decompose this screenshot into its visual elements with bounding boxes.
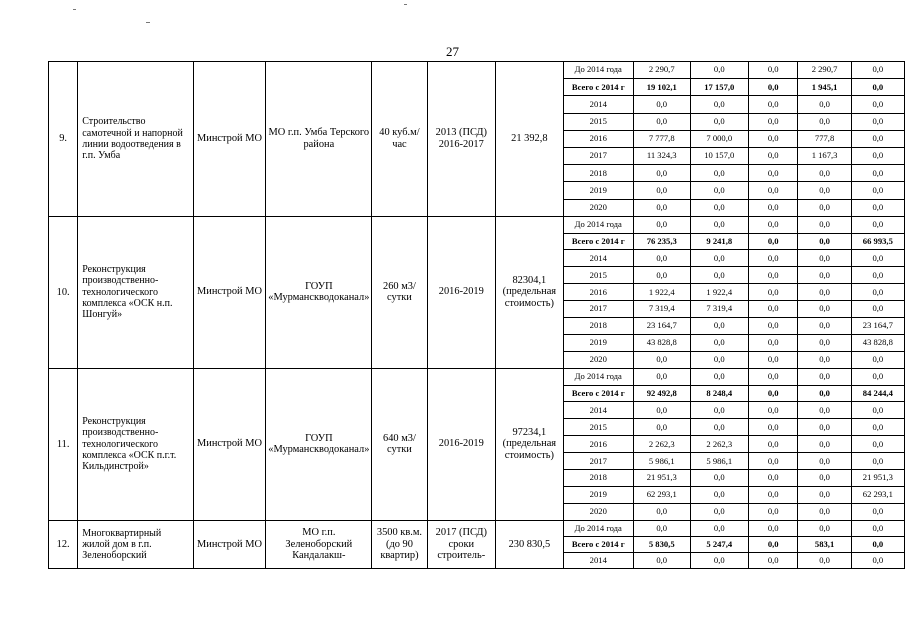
funding-value: 0,0 (633, 216, 690, 233)
funding-value: 0,0 (690, 199, 748, 216)
funding-value: 0,0 (690, 165, 748, 182)
year-label: До 2014 года (563, 368, 633, 385)
funding-value: 43 828,8 (633, 334, 690, 351)
funding-value: 0,0 (798, 351, 851, 368)
project-cost: 82304,1 (предельная стоимость) (496, 216, 564, 368)
funding-value: 5 986,1 (633, 453, 690, 470)
funding-value: 0,0 (633, 199, 690, 216)
funding-value: 0,0 (749, 79, 798, 96)
funding-value: 0,0 (851, 301, 904, 318)
funding-value: 0,0 (749, 250, 798, 267)
funding-value: 5 830,5 (633, 536, 690, 552)
project-capacity: 260 м3/сутки (372, 216, 427, 368)
funding-value: 0,0 (851, 79, 904, 96)
investment-program-table (48, 61, 905, 569)
funding-value: 0,0 (749, 165, 798, 182)
project-cost: 97234,1 (предельная стоимость) (496, 368, 564, 520)
funding-value: 0,0 (633, 503, 690, 520)
funding-value: 0,0 (749, 368, 798, 385)
funding-value: 0,0 (749, 62, 798, 79)
funding-value: 62 293,1 (851, 486, 904, 503)
funding-value: 0,0 (798, 368, 851, 385)
funding-value: 0,0 (851, 199, 904, 216)
funding-value: 0,0 (851, 96, 904, 113)
year-label: 2014 (563, 250, 633, 267)
funding-value: 0,0 (690, 553, 748, 569)
funding-value: 0,0 (690, 503, 748, 520)
year-label: 2017 (563, 453, 633, 470)
project-customer: Минстрой МО (193, 216, 266, 368)
funding-value: 0,0 (633, 402, 690, 419)
funding-value: 23 164,7 (851, 318, 904, 335)
funding-value: 7 777,8 (633, 130, 690, 147)
year-label: 2017 (563, 301, 633, 318)
funding-value: 0,0 (798, 436, 851, 453)
year-label: 2019 (563, 486, 633, 503)
project-executor: ГОУП «Мурманскводоканал» (266, 368, 372, 520)
project-name: Строительство самотечной и напорной линии водоотведения в г.п. Умба (78, 62, 193, 217)
funding-value: 0,0 (749, 436, 798, 453)
funding-value: 17 157,0 (690, 79, 748, 96)
funding-value: 0,0 (690, 402, 748, 419)
funding-value: 0,0 (851, 368, 904, 385)
year-label: 2014 (563, 96, 633, 113)
funding-value: 0,0 (749, 520, 798, 536)
funding-value: 0,0 (690, 62, 748, 79)
funding-value: 0,0 (798, 250, 851, 267)
funding-value: 0,0 (749, 233, 798, 250)
funding-value: 0,0 (633, 113, 690, 130)
funding-value: 92 492,8 (633, 385, 690, 402)
funding-value: 0,0 (798, 284, 851, 301)
funding-value: 583,1 (798, 536, 851, 552)
funding-value: 0,0 (690, 113, 748, 130)
funding-value: 0,0 (690, 470, 748, 487)
funding-value: 0,0 (798, 503, 851, 520)
year-label: 2016 (563, 130, 633, 147)
funding-value: 0,0 (798, 402, 851, 419)
funding-value: 0,0 (633, 368, 690, 385)
funding-value: 2 290,7 (798, 62, 851, 79)
funding-value: 0,0 (851, 436, 904, 453)
funding-value: 0,0 (749, 503, 798, 520)
project-name: Реконструкция производственно-технологического комплекса «ОСК н.п. Шонгуй» (78, 216, 193, 368)
funding-value: 777,8 (798, 130, 851, 147)
funding-value: 0,0 (798, 385, 851, 402)
funding-value: 0,0 (798, 301, 851, 318)
year-label: До 2014 года (563, 216, 633, 233)
funding-value: 0,0 (690, 351, 748, 368)
funding-value: 0,0 (749, 553, 798, 569)
project-capacity: 3500 кв.м. (до 90 квартир) (372, 520, 427, 569)
funding-value: 0,0 (798, 520, 851, 536)
funding-value: 0,0 (749, 147, 798, 164)
project-customer: Минстрой МО (193, 520, 266, 569)
year-label: 2014 (563, 402, 633, 419)
funding-value: 0,0 (798, 216, 851, 233)
funding-value: 0,0 (798, 233, 851, 250)
funding-value: 0,0 (633, 419, 690, 436)
funding-value: 0,0 (749, 96, 798, 113)
funding-value: 0,0 (690, 368, 748, 385)
year-label: 2020 (563, 351, 633, 368)
funding-value: 76 235,3 (633, 233, 690, 250)
funding-value: 19 102,1 (633, 79, 690, 96)
funding-value: 0,0 (749, 216, 798, 233)
project-cost: 230 830,5 (496, 520, 564, 569)
funding-value: 66 993,5 (851, 233, 904, 250)
year-label: 2018 (563, 318, 633, 335)
funding-value: 0,0 (798, 199, 851, 216)
funding-value: 2 262,3 (690, 436, 748, 453)
year-label: 2016 (563, 436, 633, 453)
funding-value: 0,0 (851, 182, 904, 199)
funding-value: 0,0 (749, 453, 798, 470)
funding-value: 0,0 (749, 267, 798, 284)
page-number: 27 (446, 44, 459, 59)
funding-value: 0,0 (749, 536, 798, 552)
project-executor: МО г.п. Умба Терского района (266, 62, 372, 217)
funding-value: 0,0 (633, 250, 690, 267)
funding-value: 0,0 (798, 419, 851, 436)
funding-value: 7 000,0 (690, 130, 748, 147)
funding-value: 0,0 (798, 113, 851, 130)
funding-value: 0,0 (633, 165, 690, 182)
table-row (49, 520, 905, 536)
funding-value: 21 951,3 (851, 470, 904, 487)
funding-value: 0,0 (851, 453, 904, 470)
funding-value: 0,0 (851, 165, 904, 182)
year-label: 2014 (563, 553, 633, 569)
year-label: 2015 (563, 267, 633, 284)
funding-value: 8 248,4 (690, 385, 748, 402)
funding-value: 0,0 (690, 486, 748, 503)
table-row (49, 368, 905, 385)
year-label: 2017 (563, 147, 633, 164)
funding-value: 1 167,3 (798, 147, 851, 164)
year-label: 2020 (563, 503, 633, 520)
funding-value: 0,0 (633, 267, 690, 284)
table-row (49, 62, 905, 79)
project-period: 2013 (ПСД) 2016-2017 (427, 62, 496, 217)
funding-value: 0,0 (690, 419, 748, 436)
funding-value: 0,0 (633, 520, 690, 536)
funding-value: 0,0 (851, 62, 904, 79)
funding-value: 0,0 (798, 267, 851, 284)
year-label: 2018 (563, 165, 633, 182)
project-capacity: 40 куб.м/час (372, 62, 427, 217)
year-label: До 2014 года (563, 62, 633, 79)
funding-value: 0,0 (851, 113, 904, 130)
project-cost: 21 392,8 (496, 62, 564, 217)
funding-value: 11 324,3 (633, 147, 690, 164)
funding-value: 7 319,4 (633, 301, 690, 318)
project-number: 10. (49, 216, 78, 368)
table-row (49, 216, 905, 233)
year-label: Всего с 2014 г (563, 79, 633, 96)
year-label: 2015 (563, 419, 633, 436)
funding-value: 0,0 (798, 96, 851, 113)
funding-value: 1 945,1 (798, 79, 851, 96)
project-capacity: 640 м3/сутки (372, 368, 427, 520)
funding-value: 0,0 (798, 486, 851, 503)
year-label: 2015 (563, 113, 633, 130)
funding-value: 0,0 (851, 250, 904, 267)
project-customer: Минстрой МО (193, 368, 266, 520)
year-label: 2019 (563, 182, 633, 199)
project-number: 11. (49, 368, 78, 520)
funding-value: 23 164,7 (633, 318, 690, 335)
funding-value: 43 828,8 (851, 334, 904, 351)
funding-value: 0,0 (851, 520, 904, 536)
funding-value: 1 922,4 (690, 284, 748, 301)
funding-value: 0,0 (633, 351, 690, 368)
scan-artifact (404, 4, 407, 5)
year-label: 2020 (563, 199, 633, 216)
scan-artifact (73, 9, 76, 10)
funding-value: 62 293,1 (633, 486, 690, 503)
project-name: Многоквартирный жилой дом в г.п. Зеленоборский (78, 520, 193, 569)
funding-value: 0,0 (690, 334, 748, 351)
funding-value: 5 986,1 (690, 453, 748, 470)
funding-value: 21 951,3 (633, 470, 690, 487)
funding-value: 0,0 (749, 470, 798, 487)
funding-value: 2 290,7 (633, 62, 690, 79)
funding-value: 0,0 (798, 334, 851, 351)
year-label: 2018 (563, 470, 633, 487)
funding-value: 0,0 (749, 486, 798, 503)
funding-value: 0,0 (851, 553, 904, 569)
funding-value: 0,0 (690, 267, 748, 284)
funding-value: 84 244,4 (851, 385, 904, 402)
project-period: 2016-2019 (427, 216, 496, 368)
year-label: Всего с 2014 г (563, 536, 633, 552)
funding-value: 0,0 (851, 536, 904, 552)
year-label: Всего с 2014 г (563, 233, 633, 250)
year-label: 2019 (563, 334, 633, 351)
funding-value: 2 262,3 (633, 436, 690, 453)
funding-value: 0,0 (749, 419, 798, 436)
year-label: До 2014 года (563, 520, 633, 536)
funding-value: 0,0 (851, 216, 904, 233)
funding-value: 0,0 (633, 96, 690, 113)
funding-value: 0,0 (749, 385, 798, 402)
funding-value: 0,0 (690, 96, 748, 113)
funding-value: 0,0 (749, 182, 798, 199)
funding-value: 0,0 (749, 301, 798, 318)
project-number: 9. (49, 62, 78, 217)
funding-value: 0,0 (690, 182, 748, 199)
scan-artifact (146, 22, 150, 23)
funding-value: 0,0 (851, 267, 904, 284)
funding-value: 0,0 (749, 199, 798, 216)
funding-value: 0,0 (749, 318, 798, 335)
project-executor: ГОУП «Мурманскводоканал» (266, 216, 372, 368)
funding-value: 0,0 (798, 553, 851, 569)
funding-value: 10 157,0 (690, 147, 748, 164)
table-body (49, 62, 905, 569)
project-customer: Минстрой МО (193, 62, 266, 217)
funding-value: 0,0 (851, 402, 904, 419)
funding-value: 0,0 (749, 334, 798, 351)
funding-value: 0,0 (851, 147, 904, 164)
funding-value: 0,0 (633, 553, 690, 569)
project-executor: МО г.п. Зеленоборский Кандалакш- (266, 520, 372, 569)
funding-value: 0,0 (851, 503, 904, 520)
funding-value: 0,0 (851, 419, 904, 436)
funding-value: 0,0 (749, 130, 798, 147)
funding-value: 0,0 (749, 284, 798, 301)
funding-value: 0,0 (690, 318, 748, 335)
funding-value: 0,0 (690, 216, 748, 233)
funding-value: 0,0 (851, 284, 904, 301)
funding-value: 0,0 (690, 250, 748, 267)
project-period: 2017 (ПСД) сроки строитель- (427, 520, 496, 569)
funding-value: 0,0 (633, 182, 690, 199)
funding-value: 0,0 (690, 520, 748, 536)
funding-value: 0,0 (798, 453, 851, 470)
project-name: Реконструкция производственно-технологического комплекса «ОСК п.г.т. Кильдинстрой» (78, 368, 193, 520)
project-number: 12. (49, 520, 78, 569)
funding-value: 0,0 (749, 113, 798, 130)
funding-value: 0,0 (749, 351, 798, 368)
funding-value: 0,0 (798, 165, 851, 182)
funding-value: 5 247,4 (690, 536, 748, 552)
funding-value: 7 319,4 (690, 301, 748, 318)
funding-value: 0,0 (798, 470, 851, 487)
year-label: 2016 (563, 284, 633, 301)
funding-value: 0,0 (851, 130, 904, 147)
funding-value: 9 241,8 (690, 233, 748, 250)
funding-value: 0,0 (798, 318, 851, 335)
year-label: Всего с 2014 г (563, 385, 633, 402)
funding-value: 0,0 (851, 351, 904, 368)
funding-value: 0,0 (798, 182, 851, 199)
funding-value: 1 922,4 (633, 284, 690, 301)
project-period: 2016-2019 (427, 368, 496, 520)
funding-value: 0,0 (749, 402, 798, 419)
